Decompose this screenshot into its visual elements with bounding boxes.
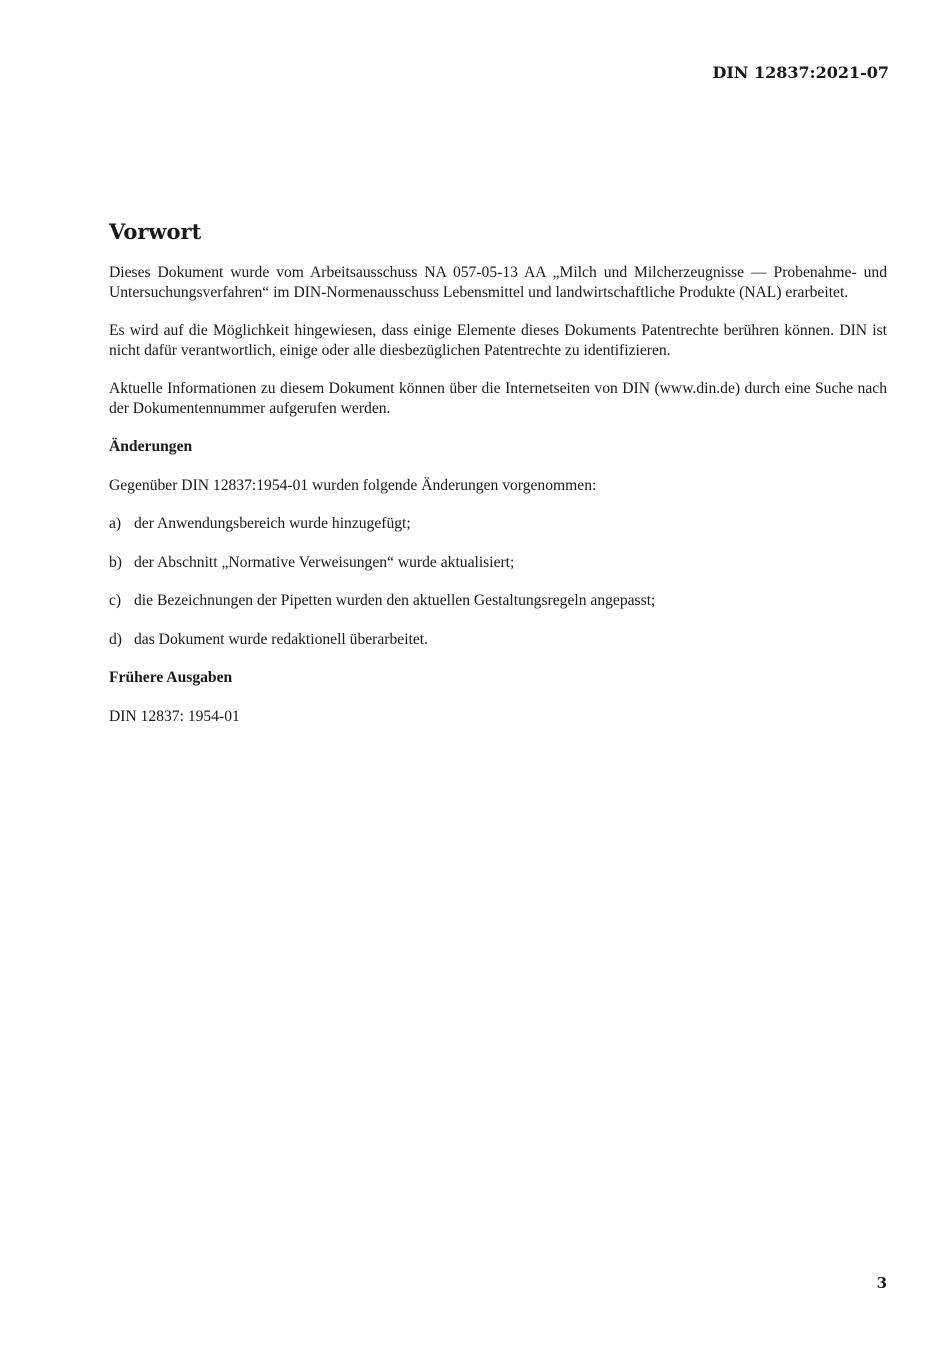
list-item-text: das Dokument wurde redaktionell überarbeitet. [134,630,429,648]
list-item-text: die Bezeichnungen der Pipetten wurden den aktuellen Gestaltungsregeln angepasst; [134,592,656,609]
page-title: Vorwort [109,219,202,244]
paragraph-committee: Dieses Dokument wurde vom Arbeitsausschuss NA 057-05-13 AA „Milch und Milcherzeugnisse — Probenahme- und Untersuchungsverfahren“ im DIN-Normenausschuss Lebensmittel und landwirtschaftliche Produkte (NAL) erarbeitet. [109,264,887,301]
changes-list [109,514,887,649]
list-marker: b) [109,553,122,571]
list-marker: c) [109,592,122,609]
changes-intro: Gegenüber DIN 12837:1954-01 wurden folgende Änderungen vorgenommen: [109,476,597,494]
document-id: DIN 12837:2021-07 [712,63,889,82]
list-marker: a) [109,515,122,532]
list-item [109,514,887,534]
list-item [109,630,887,650]
list-item [109,591,887,611]
list-item [109,553,887,573]
previous-editions-text: DIN 12837: 1954-01 [109,707,240,725]
list-marker: d) [109,630,122,648]
paragraph-patent-notice: Es wird auf die Möglichkeit hingewiesen, dass einige Elemente dieses Dokuments Patentrechte berühren können. DIN ist nicht dafür verantwortlich, einige oder alle diesbezüglichen Patentrechte zu identifizieren. [109,322,887,359]
page-content [109,217,887,745]
changes-heading: Änderungen [109,438,193,455]
list-item-text: der Abschnitt „Normative Verweisungen“ wurde aktualisiert; [134,553,515,571]
page-number: 3 [876,1274,887,1292]
list-item-text: der Anwendungsbereich wurde hinzugefügt; [134,515,411,532]
paragraph-information: Aktuelle Informationen zu diesem Dokument können über die Internetseiten von DIN (www.din.de) durch eine Suche nach der Dokumentennummer aufgerufen werden. [109,380,887,417]
previous-editions-heading: Frühere Ausgaben [109,669,233,686]
